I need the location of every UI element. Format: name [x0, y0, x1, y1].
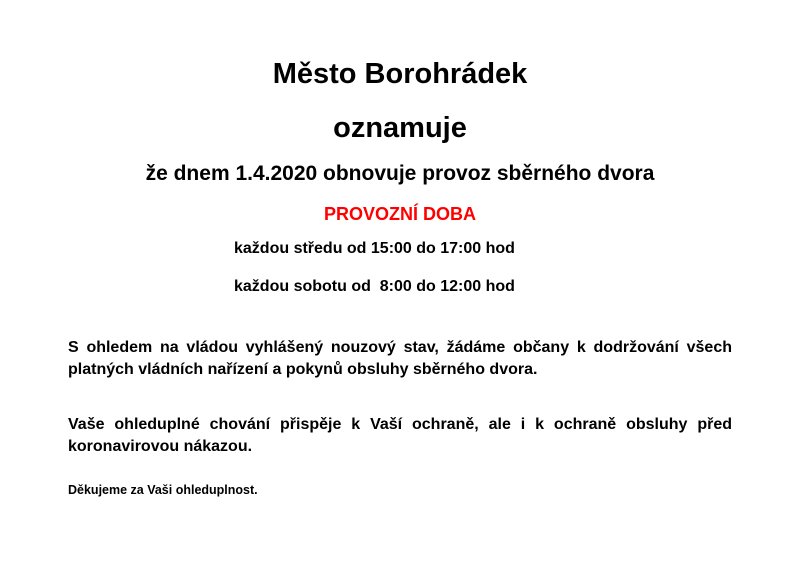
notice-title: Město Borohrádek [272, 58, 528, 90]
notice-paragraph-emergency: S ohledem na vládou vyhlášený nouzový stav, žádáme občany k dodržování všech platných vládních nařízení a pokynů obsluhy sběrného dvora. [68, 339, 732, 378]
notice-subtitle: oznamuje [333, 112, 467, 144]
opening-hours-wednesday: každou středu od 15:00 do 17:00 hod [234, 240, 515, 257]
notice-thanks: Děkujeme za Vaši ohleduplnost. [68, 483, 258, 497]
opening-hours-saturday: každou sobotu od 8:00 do 12:00 hod [234, 278, 515, 295]
opening-hours-heading: PROVOZNÍ DOBA [323, 204, 476, 224]
notice-paragraph-protection: Vaše ohleduplné chování přispěje k Vaší ochraně, ale i k ochraně obsluhy před koronavirovou nákazou. [68, 416, 732, 455]
notice-announcement: že dnem 1.4.2020 obnovuje provoz sběrného dvora [145, 162, 655, 185]
